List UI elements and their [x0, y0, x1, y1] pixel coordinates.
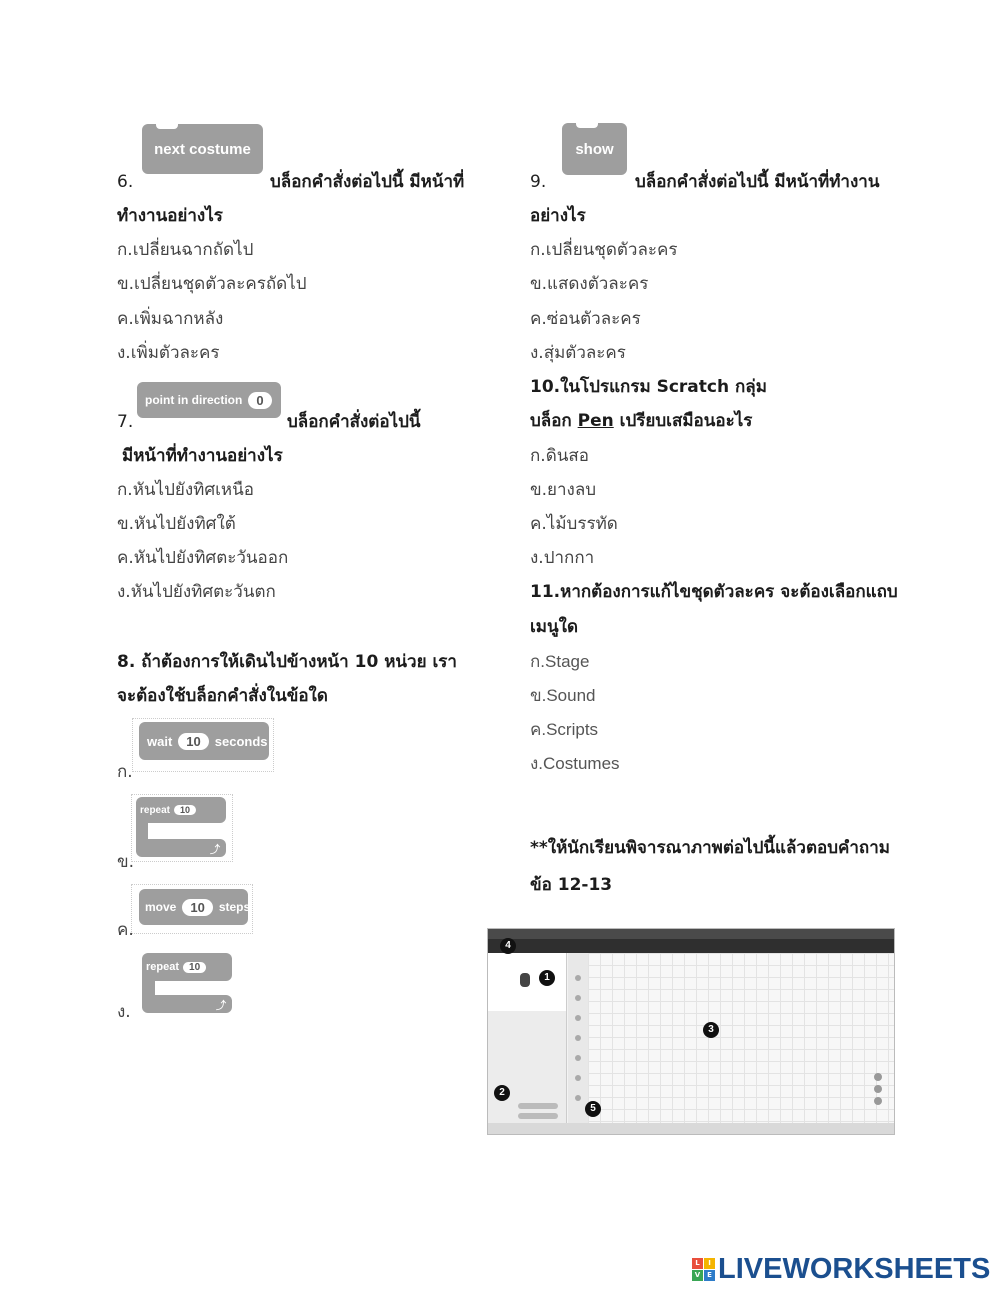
q6-option-a: ก.เปลี่ยนฉากถัดไป [117, 240, 254, 260]
point-in-direction-value: 0 [248, 392, 271, 409]
q9-option-a: ก.เปลี่ยนชุดตัวละคร [530, 240, 678, 260]
instruction-line-2: ข้อ 12-13 [530, 875, 613, 895]
block-categories [568, 953, 589, 1123]
marker-5: 5 [585, 1101, 601, 1117]
q9-number: 9. [530, 172, 547, 192]
q7-option-c: ค.หันไปยังทิศตะวันออก [117, 548, 289, 568]
pen-underlined: Pen [577, 411, 614, 431]
move-block-suffix: steps [218, 900, 251, 914]
q9-option-c: ค.ซ่อนตัวละคร [530, 309, 641, 329]
q10-text-a: 10.ในโปรแกรม Scratch กลุ่ม [530, 377, 767, 397]
q9-option-d: ง.สุ่มตัวละคร [530, 343, 626, 363]
marker-3: 3 [703, 1022, 719, 1038]
q7-text-a: บล็อกคำสั่งต่อไปนี้ [287, 412, 421, 432]
q6-text-a: บล็อกคำสั่งต่อไปนี้ มีหน้าที่ [270, 172, 465, 192]
sprite-pane [488, 1011, 567, 1123]
show-block-label: show [575, 140, 614, 158]
q8-option-c-label: ค. [117, 920, 134, 940]
move-block-value: 10 [182, 899, 212, 916]
windows-taskbar [488, 1123, 894, 1134]
repeat-arrow-icon: ⤴ [210, 844, 220, 856]
scratch-editor-screenshot [487, 928, 895, 1135]
point-in-direction-block [137, 382, 281, 418]
wait-seconds-block [139, 722, 269, 760]
point-in-direction-label: point in direction [145, 393, 243, 407]
logo-squares-icon: L I V E [692, 1258, 715, 1281]
repeat-block-d [142, 953, 232, 1013]
q7-option-b: ข.หันไปยังทิศใต้ [117, 514, 236, 534]
stage-area [488, 953, 567, 1011]
scratch-menu-bar [488, 939, 894, 953]
wait-block-suffix: seconds [214, 733, 268, 749]
q8-option-d-label: ง. [117, 1002, 131, 1022]
q7-option-a: ก.หันไปยังทิศเหนือ [117, 480, 254, 500]
q11-text-b: เมนูใด [530, 617, 578, 637]
move-block-label: move [145, 900, 177, 914]
q8-text-a: 8. ถ้าต้องการให้เดินไปข้างหน้า 10 หน่วย เรา [117, 652, 457, 672]
wait-block-value: 10 [178, 733, 208, 750]
move-steps-block [139, 889, 251, 925]
next-costume-block-label: next costume [154, 140, 251, 158]
q11-option-d: ง.Costumes [530, 754, 620, 773]
q11-option-b: ข.Sound [530, 686, 596, 705]
repeat-block-b [136, 797, 226, 859]
next-costume-block [142, 124, 263, 174]
repeat-block-d-value: 10 [183, 962, 206, 973]
marker-2: 2 [494, 1085, 510, 1101]
code-area [588, 953, 894, 1123]
q6-option-d: ง.เพิ่มตัวละคร [117, 343, 220, 363]
q6-number: 6. [117, 172, 134, 192]
repeat-block-b-value: 10 [174, 805, 196, 815]
q11-option-a: ก.Stage [530, 652, 590, 671]
repeat-block-b-label: repeat [140, 804, 171, 816]
logo-text: LIVEWORKSHEETS [718, 1252, 991, 1285]
q10-option-a: ก.ดินสอ [530, 446, 589, 466]
q7-text-b: มีหน้าที่ทำงานอย่างไร [122, 446, 283, 466]
q6-text-b: ทำงานอย่างไร [117, 206, 223, 226]
marker-4: 4 [500, 938, 516, 954]
q7-option-d: ง.หันไปยังทิศตะวันตก [117, 582, 276, 602]
q11-option-c: ค.Scripts [530, 720, 599, 739]
q8-option-b-label: ข. [117, 852, 135, 872]
q10-option-d: ง.ปากกา [530, 548, 595, 568]
repeat-block-d-label: repeat [146, 961, 180, 973]
wait-block-label: wait [147, 733, 173, 749]
q9-text-b: อย่างไร [530, 206, 586, 226]
q11-text-a: 11.หากต้องการแก้ไขชุดตัวละคร จะต้องเลือกแถบ [530, 582, 898, 602]
q8-text-b: จะต้องใช้บล็อกคำสั่งในข้อใด [117, 686, 328, 706]
liveworksheets-logo [692, 1254, 990, 1284]
q6-option-b: ข.เปลี่ยนชุดตัวละครถัดไป [117, 274, 307, 294]
show-block [562, 123, 627, 175]
q10-option-c: ค.ไม้บรรทัด [530, 514, 618, 534]
instruction-line-1: **ให้นักเรียนพิจารณาภาพต่อไปนี้แล้วตอบคำถาม [530, 838, 890, 858]
repeat-arrow-icon: ⤴ [216, 1000, 226, 1012]
marker-1: 1 [539, 970, 555, 986]
q9-text-a: บล็อกคำสั่งต่อไปนี้ มีหน้าที่ทำงาน [635, 172, 880, 192]
q7-number: 7. [117, 412, 134, 432]
q8-option-a-label: ก. [117, 762, 133, 782]
q10-text-b: บล็อก Pen เปรียบเสมือนอะไร [530, 411, 753, 431]
q10-option-b: ข.ยางลบ [530, 480, 597, 500]
q9-option-b: ข.แสดงตัวละคร [530, 274, 649, 294]
q6-option-c: ค.เพิ่มฉากหลัง [117, 309, 224, 329]
cookie-banner [488, 929, 894, 939]
panda-sprite-icon [520, 973, 530, 987]
